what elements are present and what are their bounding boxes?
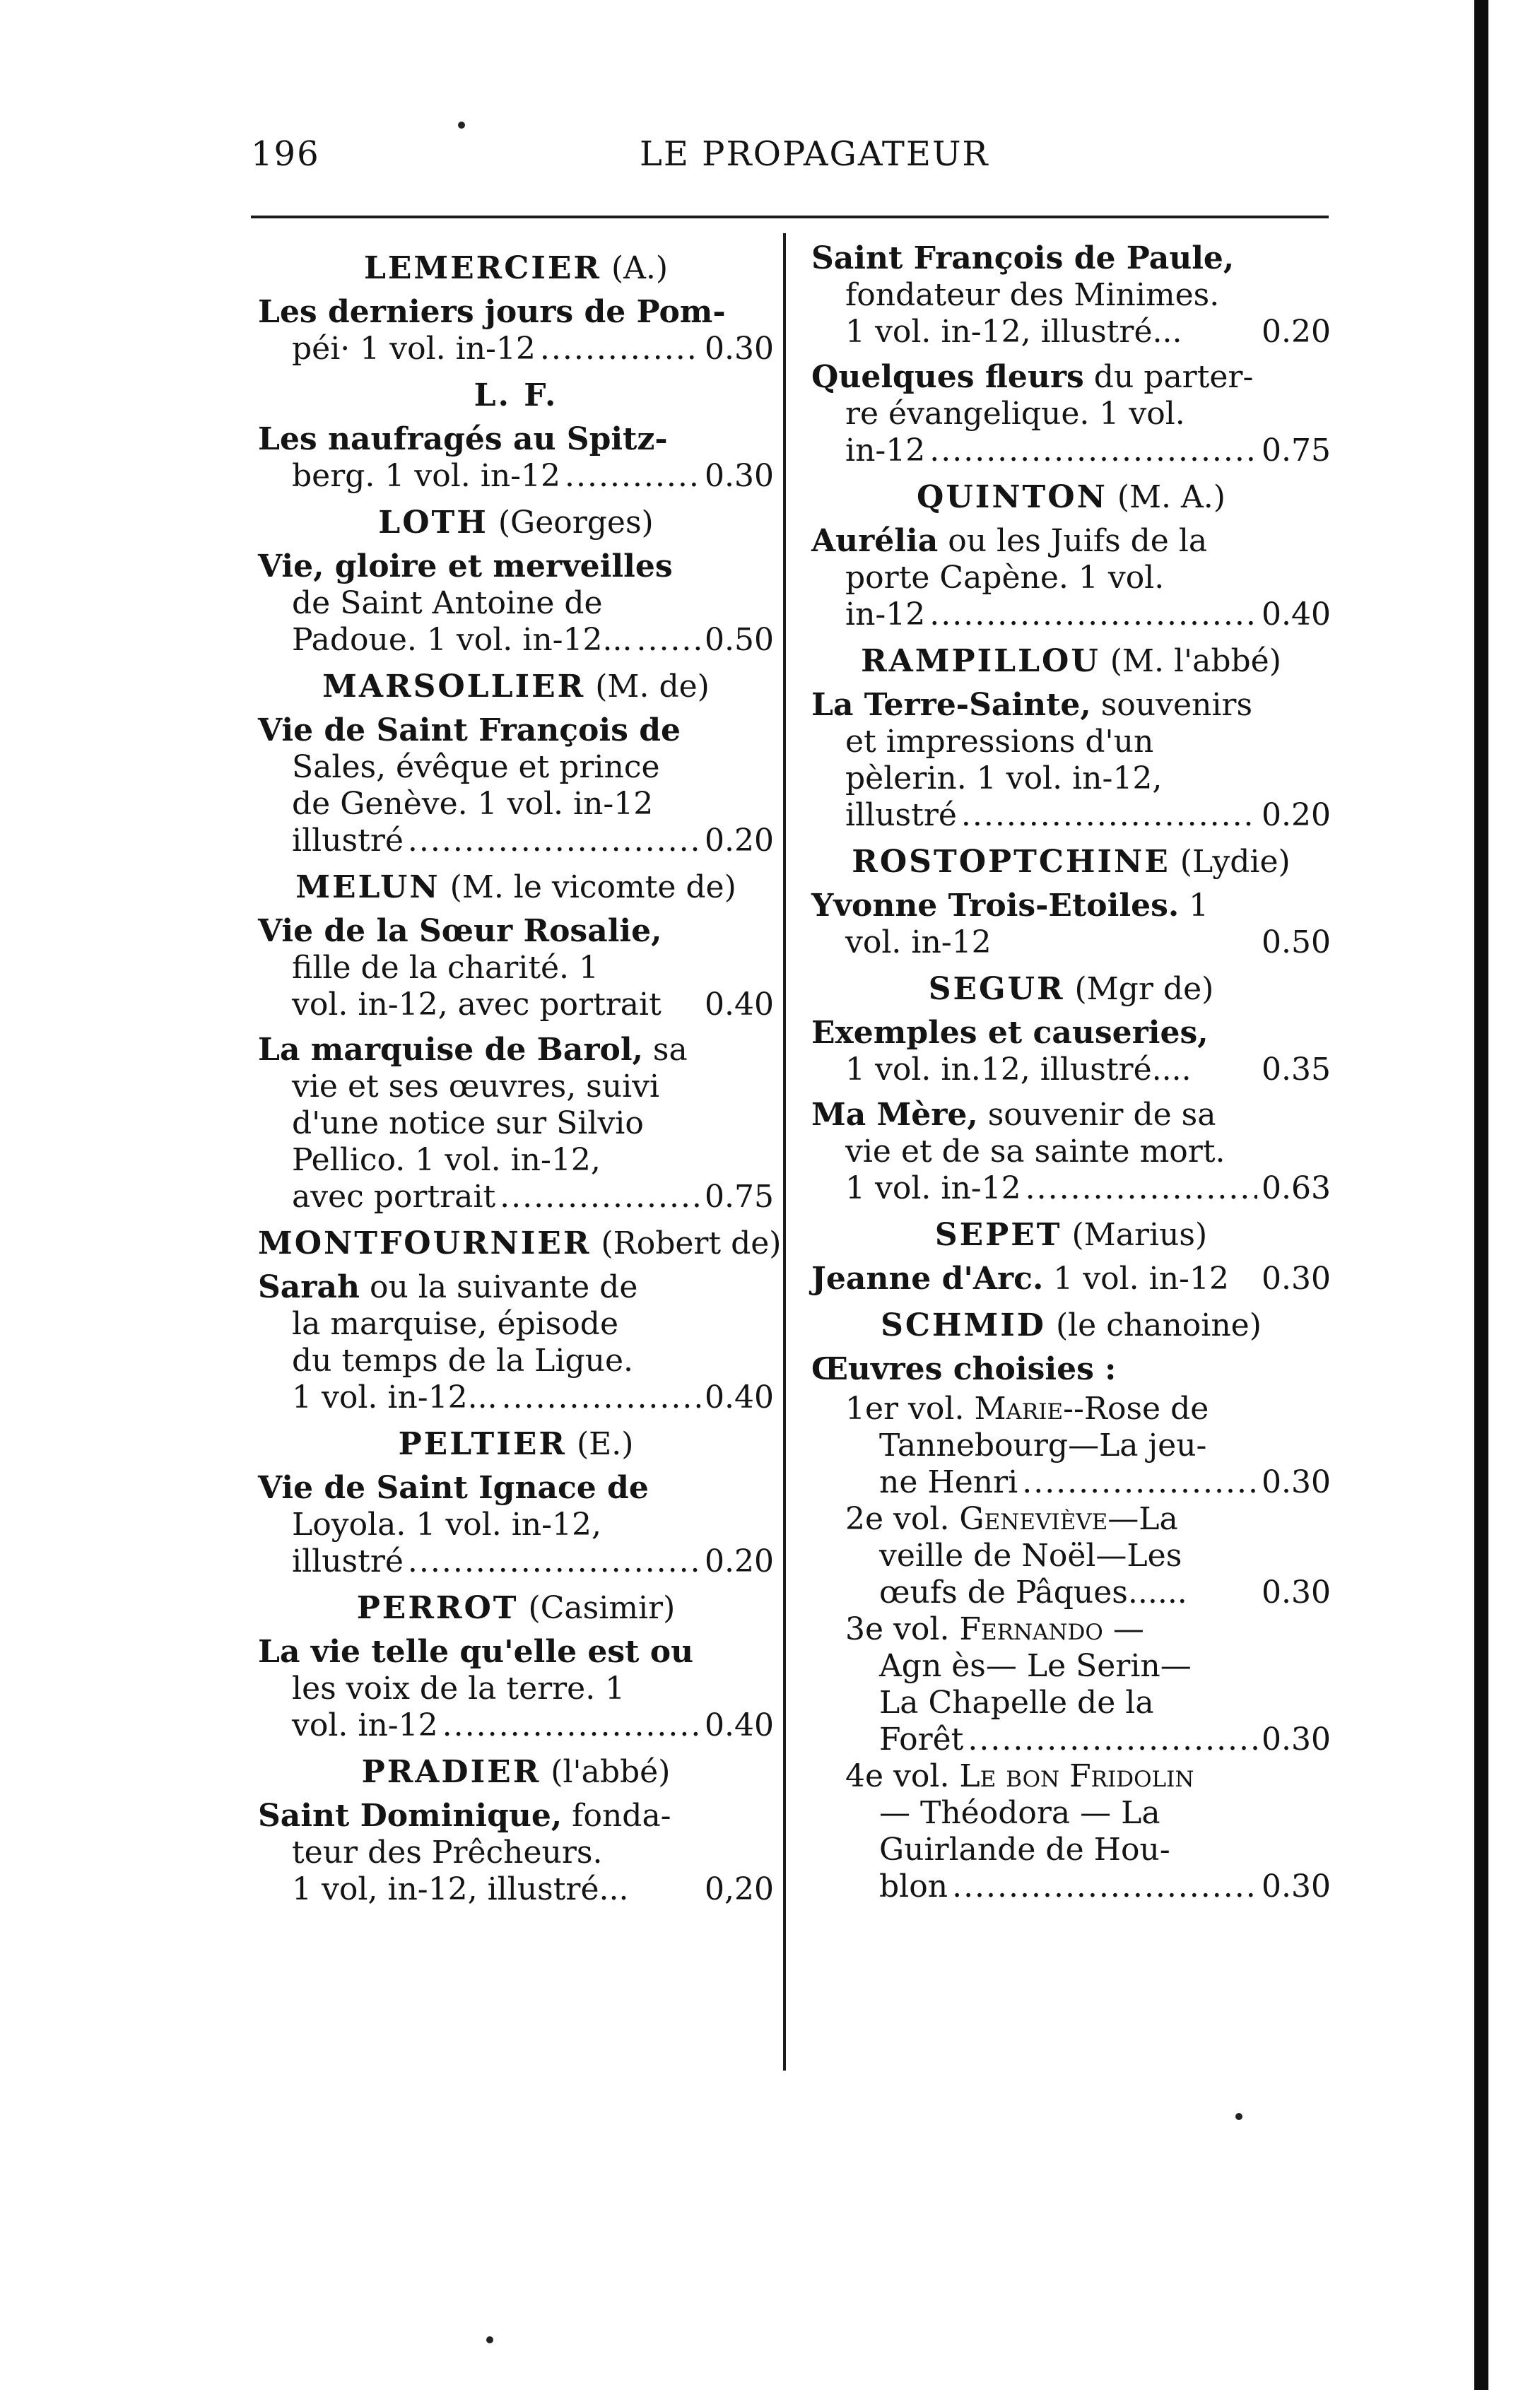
page-number: 196 [251,134,320,174]
author-heading [258,1754,774,1791]
entry-title: Les derniers jours de Pom- [258,294,726,330]
author-qualifier: (Lydie) [1180,844,1291,880]
author-qualifier: (Georges) [498,505,654,541]
price: 0.50 [705,622,774,658]
price: 0.30 [1262,1261,1331,1297]
entry-title: Saint Dominique, [258,1798,563,1834]
author-qualifier: (Robert de) [601,1225,782,1261]
volume-entry: 2e vol. Geneviève—La veille de Noël—Les œufs de Pâques...... 0.30 [845,1501,1331,1611]
entry-title: Vie de Saint Ignace de [258,1470,649,1506]
author-name: PELTIER [398,1426,567,1462]
price: 0.30 [1262,1574,1331,1611]
price: 0.20 [1262,314,1331,350]
price: 0.40 [705,987,774,1023]
author-heading [811,844,1331,881]
leader-dots [442,1707,700,1744]
leader-dots [500,1179,700,1215]
catalog-entry: Vie, gloire et merveilles de Saint Antoine de Padoue. 1 vol. in-12... ..... 0.50 [258,548,774,659]
author-qualifier: (Marius) [1071,1217,1208,1253]
price: 0.35 [1262,1052,1331,1088]
author-heading [258,869,774,906]
price: 0.30 [1262,1868,1331,1905]
author-heading [258,377,774,414]
catalog-entry: Vie de la Sœur Rosalie, fille de la charité. 1 vol. in-12, avec portrait 0.40 [258,913,774,1023]
column-divider [783,233,786,2071]
author-heading [811,1307,1331,1344]
leader-dots [929,596,1257,633]
entry-title: Yvonne Trois-Etoiles. [811,888,1180,924]
author-qualifier: (le chanoine) [1055,1307,1262,1343]
catalog-entry: Les naufragés au Spitz- berg. 1 vol. in-12 ..... 0.30 [258,421,774,495]
volume-entry: 4e vol. Le bon Fridolin — Théodora — La Guirlande de Hou- blon ..... 0.30 [811,1758,1331,1905]
catalog-entry: Saint Dominique, fonda- teur des Prêcheurs. 1 vol, in-12, illustré... 0,20 [258,1798,774,1907]
catalog-entry: Yvonne Trois-Etoiles. 1 vol. in-12 0.50 [811,888,1331,960]
author-name: SCHMID [881,1307,1046,1343]
leader-dots [540,331,700,367]
author-name: LEMERCIER [363,250,601,286]
entry-title: Les naufragés au Spitz- [258,421,668,457]
author-name: PRADIER [361,1754,541,1790]
entry-title: La marquise de Barol, [258,1032,643,1068]
entry-title: Vie de la Sœur Rosalie, [258,913,662,949]
leader-dots [1022,1464,1257,1501]
price: 0.40 [1262,596,1331,632]
leader-dots [1025,1170,1257,1207]
author-qualifier: (M. l'abbé) [1110,643,1281,679]
page-edge-shadow [1474,0,1488,2390]
leader-dots [502,1379,700,1416]
catalog-entry: Aurélia ou les Juifs de la porte Capène. 1 vol. in-12 ..... 0.40 [811,523,1331,633]
catalog-entry: Les derniers jours de Pom- péi· 1 vol. in-12 ..... 0.30 [258,294,774,367]
leader-dots [636,622,700,659]
price: 0.20 [1262,797,1331,833]
author-name: PERROT [356,1590,519,1626]
speck [1235,2113,1242,2120]
catalog-entry: La vie telle qu'elle est ou les voix de la terre. 1 vol. in-12 ..... 0.40 [258,1634,774,1744]
author-name: ROSTOPTCHINE [852,844,1170,880]
entry-title: Aurélia [811,523,939,559]
price: 0.30 [705,458,774,494]
author-qualifier: (M. de) [595,669,710,705]
header-rule [251,216,1329,218]
author-qualifier: (Mgr de) [1074,971,1214,1007]
leader-dots [968,1721,1257,1758]
volume-entry: 1er vol. Marie--Rose de Tannebourg—La jeu- ne Henri ..... 0.30 [811,1391,1331,1501]
author-qualifier: (l'abbé) [551,1754,671,1790]
catalog-entry: Saint François de Paule, fondateur des Minimes. 1 vol. in-12, illustré... 0.20 [811,240,1331,350]
volume-entry: 3e vol. Fernando — Agn ès— Le Serin— La Chapelle de la Forêt ..... 0.30 [811,1611,1331,1758]
entry-title: Quelques fleurs [811,359,1084,395]
price: 0.75 [705,1179,774,1215]
leader-dots [961,797,1257,834]
author-qualifier: (A.) [611,250,669,286]
author-heading [258,505,774,541]
entry-title: La vie telle qu'elle est ou [258,1634,694,1670]
author-heading [258,669,774,705]
price: 0.30 [1262,1464,1331,1500]
entry-title: Sarah [258,1269,360,1305]
author-name: MELUN [295,869,440,905]
price: 0,20 [705,1871,774,1907]
author-qualifier: (M. le vicomte de) [449,869,736,905]
price: 0.40 [705,1707,774,1743]
price: 0.50 [1262,924,1331,960]
oeuvres-heading: Œuvres choisies : [811,1351,1117,1387]
leader-dots [408,823,700,859]
entry-title: Saint François de Paule, [811,240,1235,276]
section-label [811,1351,1331,1388]
author-qualifier: (M. A.) [1117,479,1225,515]
left-column [258,240,782,1917]
author-qualifier: (E.) [576,1426,634,1462]
catalog-entry: Jeanne d'Arc. 1 vol. in-12 0.30 [811,1261,1331,1297]
catalog-entry: Quelques fleurs du parter- re évangelique. 1 vol. in-12 ..... 0.75 [811,359,1331,469]
author-name: SEPET [934,1217,1062,1253]
catalog-entry: La marquise de Barol, sa vie et ses œuvres, suivi d'une notice sur Silvio Pellico. 1 vol. in-12, avec portrait ..... 0.75 [258,1032,774,1215]
author-name: QUINTON [917,479,1107,515]
author-heading [258,1590,774,1627]
author-qualifier: (Casimir) [528,1590,676,1626]
entry-title: Vie de Saint François de [258,712,681,748]
price: 0.75 [1262,432,1331,469]
speck [458,122,465,129]
price: 0.30 [705,331,774,367]
entry-title: Ma Mère, [811,1097,978,1133]
catalog-entry: Vie de Saint Ignace de Loyola. 1 vol. in-12, illustré ..... 0.20 [258,1470,774,1580]
leader-dots [929,432,1257,469]
price: 0.63 [1262,1170,1331,1206]
author-heading [811,643,1331,680]
author-name: SEGUR [928,971,1065,1007]
author-heading [811,479,1331,516]
price: 0.20 [705,1543,774,1579]
author-heading [258,1426,774,1463]
catalog-entry: Exemples et causeries, 1 vol. in.12, illustré.... 0.35 [811,1015,1331,1088]
author-heading [258,1225,782,1262]
author-name: MONTFOURNIER [258,1225,592,1261]
author-name: RAMPILLOU [861,643,1100,679]
leader-dots [952,1868,1257,1905]
right-column [811,240,1331,1905]
author-name: MARSOLLIER [322,669,586,705]
speck [486,2336,493,2343]
author-name: L. F. [474,377,558,413]
entry-title: La Terre-Sainte, [811,687,1091,723]
price: 0.40 [705,1379,774,1415]
running-title: LE PROPAGATEUR [640,134,989,174]
author-name: LOTH [378,505,488,541]
price: 0.30 [1262,1721,1331,1758]
catalog-entry: Sarah ou la suivante de la marquise, épisode du temps de la Ligue. 1 vol. in-12... ..... 0.40 [258,1269,774,1416]
leader-dots [565,458,700,495]
author-heading [258,250,774,287]
price: 0.20 [705,823,774,859]
entry-title: Vie, gloire et merveilles [258,548,673,584]
entry-title: Jeanne d'Arc. [811,1261,1044,1297]
catalog-entry: Ma Mère, souvenir de sa vie et de sa sainte mort. 1 vol. in-12 ..... 0.63 [811,1097,1331,1207]
leader-dots [408,1543,700,1580]
catalog-entry: La Terre-Sainte, souvenirs et impressions d'un pèlerin. 1 vol. in-12, illustré ..... 0.20 [811,687,1331,834]
catalog-entry: Vie de Saint François de Sales, évêque et prince de Genève. 1 vol. in-12 illustré ..... 0.20 [258,712,774,859]
author-heading [811,971,1331,1008]
author-heading [811,1217,1331,1254]
entry-title: Exemples et causeries, [811,1015,1209,1051]
